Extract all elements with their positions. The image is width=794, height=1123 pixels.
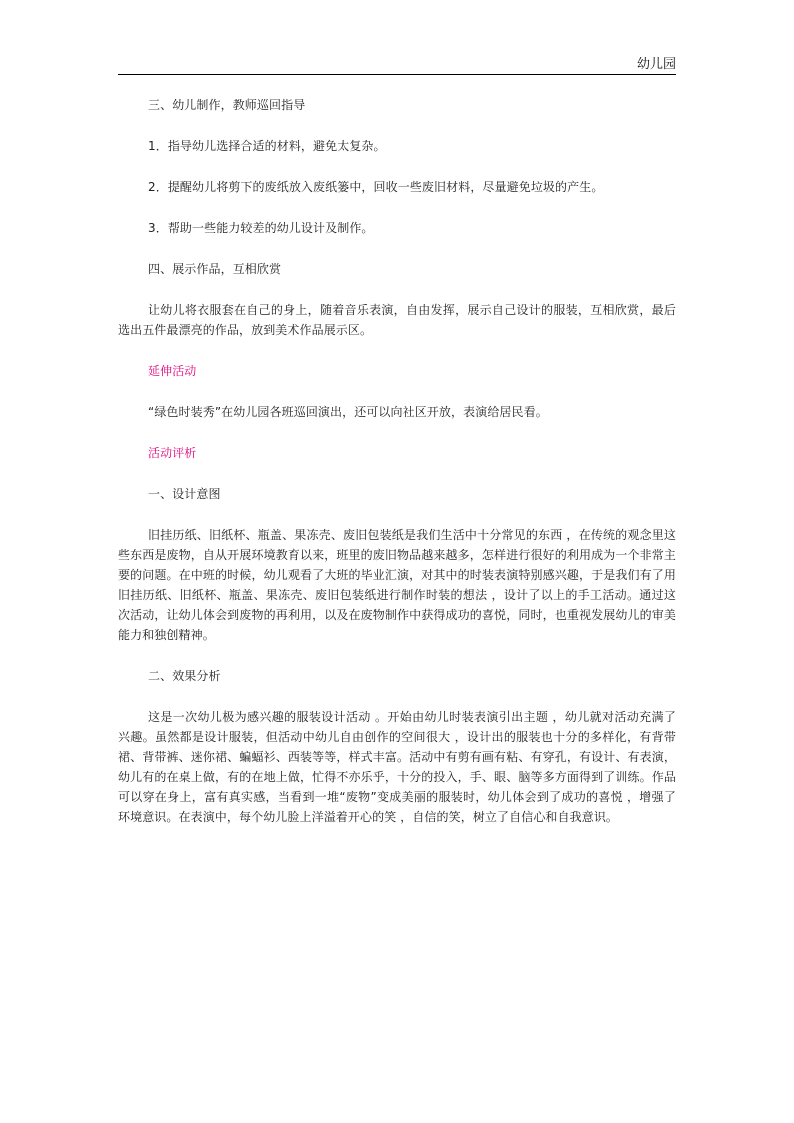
section-heading-design-intent: 一、设计意图 xyxy=(148,487,221,501)
body-paragraph: “绿色时装秀”在幼儿园各班巡回演出，还可以向社区开放，表演给居民看。 xyxy=(148,405,548,419)
body-paragraph: 这是一次幼儿极为感兴趣的服装设计活动 。开始由幼儿时装表演引出主题 ，幼儿就对活动充满了兴趣。虽然都是设计服装，但活动中幼儿自由创作的空间很大 ，设计出的服装也十分的多样化，有背带裙、背带裤、迷你裙、蝙蝠衫、西装等等，样式丰富。活动中有剪有画有粘、有穿孔，有设计、有表演，幼儿有的在桌上做，有的在地上做，忙得不亦乐乎，十分的投入，手、眼、脑等多方面得到了训练。作品可以穿在身上，富有真实感，当看到一堆“废物”变成美丽的服装时，幼儿体会到了成功的喜悦 ，增强了环境意识。在表演中，每个幼儿脸上洋溢着开心的笑 ，自信的笑，树立了自信心和自我意识。 xyxy=(118,710,676,824)
body-paragraph: 让幼儿将衣服套在自己的身上，随着音乐表演，自由发挥，展示自己设计的服装，互相欣赏，最后选出五件最漂亮的作品，放到美术作品展示区。 xyxy=(118,303,676,337)
list-item: 3．帮助一些能力较差的幼儿设计及制作。 xyxy=(148,221,374,235)
section-title-activity-review: 活动评析 xyxy=(148,446,197,460)
body-paragraph: 旧挂历纸、旧纸杯、瓶盖、果冻壳、废旧包装纸是我们生活中十分常见的东西 ，在传统的观念里这些东西是废物，自从开展环境教育以来，班里的废旧物品越来越多，怎样进行很好的利用成为一个非常主要的问题。在中班的时候，幼儿观看了大班的毕业汇演，对其中的时装表演特别感兴趣，于是我们有了用旧挂历纸、旧纸杯、瓶盖、果冻壳、废旧包装纸进行制作时装的想法 ，设计了以上的手工活动。通过这次活动，让幼儿体会到废物的再利用，以及在废物制作中获得成功的喜悦，同时，也重视发展幼儿的审美能力和独创精神。 xyxy=(118,528,676,642)
section-heading-effect-analysis: 二、效果分析 xyxy=(148,669,221,683)
page-header-title: 幼儿园 xyxy=(636,57,676,72)
list-item: 1．指导幼儿选择合适的材料，避免太复杂。 xyxy=(148,139,386,153)
section-heading-child-making: 三、幼儿制作，教师巡回指导 xyxy=(148,98,306,112)
document-body xyxy=(118,95,676,848)
list-item: 2．提醒幼儿将剪下的废纸放入废纸篓中，回收一些废旧材料，尽量避免垃圾的产生。 xyxy=(148,180,604,194)
section-title-extension-activity: 延伸活动 xyxy=(148,364,197,378)
section-heading-show-works: 四、展示作品，互相欣赏 xyxy=(148,262,282,276)
header-divider xyxy=(118,74,676,75)
